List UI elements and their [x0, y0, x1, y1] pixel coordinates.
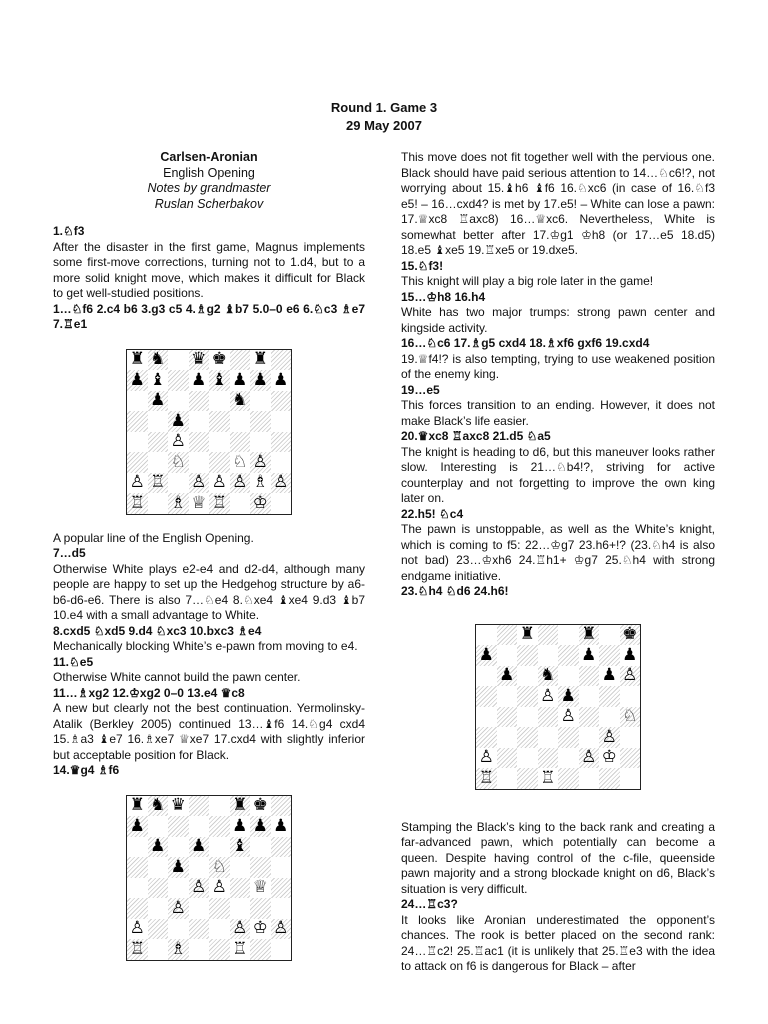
board-square [189, 898, 210, 919]
board-square [230, 857, 251, 878]
board-square: ♘ [620, 707, 641, 728]
board-square [476, 686, 497, 707]
board-square [209, 391, 230, 412]
board-square: ♞ [230, 391, 251, 412]
board-square: ♙ [209, 473, 230, 494]
board-square: ♟ [189, 370, 210, 391]
board-square [168, 350, 189, 371]
board-square: ♔ [250, 493, 271, 514]
board-square [271, 898, 292, 919]
board-square [168, 391, 189, 412]
chess-diagram-3 [401, 624, 715, 790]
board-square: ♖ [127, 493, 148, 514]
chessboard [126, 795, 292, 961]
comment: The knight is heading to d6, but this maneuver looks rather slow. Interesting is 21…♘b4!?, striving for active counterplay and not forgetting to improve the own king later on. [401, 444, 715, 505]
board-square [148, 816, 169, 837]
board-square [148, 493, 169, 514]
board-square: ♜ [127, 796, 148, 817]
board-square [599, 625, 620, 646]
chess-diagram-2 [53, 795, 365, 961]
board-square [209, 939, 230, 960]
comment: 19.♕f4!? is also tempting, trying to use weakened position of the enemy king. [401, 351, 715, 381]
board-square [517, 768, 538, 789]
board-square [209, 837, 230, 858]
board-square [209, 816, 230, 837]
left-column [53, 150, 365, 977]
board-square [497, 625, 518, 646]
board-square: ♖ [230, 939, 251, 960]
board-square [127, 837, 148, 858]
board-square [148, 878, 169, 899]
board-square [127, 857, 148, 878]
board-square: ♙ [271, 919, 292, 940]
board-square [148, 432, 169, 453]
comment: This forces transition to an ending. However, it does not make Black’s life easier. [401, 398, 715, 428]
board-square [579, 727, 600, 748]
board-square: ♟ [558, 686, 579, 707]
board-square [230, 350, 251, 371]
notes-line-1: Notes by grandmaster [147, 181, 271, 195]
board-square [168, 816, 189, 837]
comment: Otherwise White plays e2-e4 and d2-d4, although many people are happy to set up the Hedgehog structure by a6-b6-d6-e6. There is also 7…♘e4 8.♘xe4 ♝xe4 9.d3 ♝b7 10.e4 with a small advantage to White. [53, 561, 365, 622]
board-square: ♝ [148, 370, 169, 391]
board-square [620, 727, 641, 748]
board-square [538, 748, 559, 769]
board-square [579, 666, 600, 687]
board-square: ♟ [230, 816, 251, 837]
move-line: 20.♛xc8 ♖axc8 21.d5 ♘a5 [401, 429, 551, 443]
board-square: ♟ [189, 837, 210, 858]
board-square [250, 391, 271, 412]
round-title: Round 1. Game 3 [330, 100, 438, 115]
board-square [148, 857, 169, 878]
board-square [148, 452, 169, 473]
board-square [620, 748, 641, 769]
board-square [271, 432, 292, 453]
board-square [250, 837, 271, 858]
move-line: 1…♘f6 2.c4 b6 3.g3 c5 4.♗g2 ♝b7 5.0–0 e6 6.♘c3 ♗e7 7.♖e1 [53, 301, 365, 331]
board-square: ♙ [620, 666, 641, 687]
board-square [558, 625, 579, 646]
comment: Otherwise White cannot build the pawn center. [53, 670, 301, 684]
board-square: ♘ [230, 452, 251, 473]
board-square: ♖ [209, 493, 230, 514]
board-square [476, 727, 497, 748]
board-square: ♘ [209, 857, 230, 878]
board-square [189, 857, 210, 878]
board-square: ♟ [127, 816, 148, 837]
board-square: ♚ [209, 350, 230, 371]
board-square [230, 898, 251, 919]
move-line: 1.♘f3 [53, 224, 85, 238]
board-square [517, 707, 538, 728]
board-square [230, 878, 251, 899]
board-square [230, 411, 251, 432]
board-square: ♗ [250, 473, 271, 494]
board-square [127, 898, 148, 919]
move-line: 14.♛g4 ♗f6 [53, 763, 120, 777]
board-square [271, 391, 292, 412]
move-line: 23.♘h4 ♘d6 24.h6! [401, 584, 509, 598]
board-square: ♙ [538, 686, 559, 707]
board-square: ♙ [127, 473, 148, 494]
board-square [497, 686, 518, 707]
board-square [127, 452, 148, 473]
board-square [189, 391, 210, 412]
board-square [168, 878, 189, 899]
board-square: ♚ [620, 625, 641, 646]
board-square [599, 707, 620, 728]
board-square [189, 796, 210, 817]
board-square: ♛ [168, 796, 189, 817]
board-square [497, 748, 518, 769]
opening-name: English Opening [163, 165, 255, 180]
board-square [517, 666, 538, 687]
game-title-block [53, 150, 365, 212]
board-square [538, 707, 559, 728]
comment: After the disaster in the first game, Magnus implements some first-move corrections, turning not to 1.d4, but to a more solid knight move, which makes it difficult for Black to get well-studied positions. [53, 239, 365, 300]
board-square [271, 350, 292, 371]
board-square [497, 707, 518, 728]
board-square [189, 939, 210, 960]
board-square [558, 666, 579, 687]
board-square [579, 707, 600, 728]
board-square: ♟ [271, 370, 292, 391]
board-square: ♟ [599, 666, 620, 687]
board-square [209, 796, 230, 817]
board-square [230, 432, 251, 453]
board-square [579, 686, 600, 707]
board-square [250, 898, 271, 919]
comment: A new but clearly not the best continuation. Yermolinsky-Atalik (Berkley 2005) continued 13…♝f6 14.♘g4 cxd4 15.♗a3 ♝e7 16.♗xe7 ♕xe7 17.cxd4 with slightly inferior but acceptable position for Black. [53, 701, 365, 762]
chessboard [475, 624, 641, 790]
board-square: ♙ [271, 473, 292, 494]
board-square: ♞ [148, 350, 169, 371]
board-square: ♟ [620, 645, 641, 666]
board-square [476, 625, 497, 646]
board-square [189, 816, 210, 837]
board-square [209, 452, 230, 473]
board-square: ♖ [127, 939, 148, 960]
chessboard [126, 349, 292, 515]
board-square: ♙ [168, 432, 189, 453]
board-square: ♝ [209, 370, 230, 391]
board-square: ♕ [250, 878, 271, 899]
comment: This knight will play a big role later in the game! [401, 274, 654, 288]
board-square: ♙ [558, 707, 579, 728]
board-square: ♜ [250, 350, 271, 371]
board-square [127, 432, 148, 453]
comment: This move does not fit together well with the pervious one. Black should have paid serious attention to 14…♘c6!?, not worrying about 15.♝h6 ♝f6 16.♘xc6 (in case of 16.♘f3 e5! – 16…cxd4? is met by 17.e5! – White can lose a pawn: 17.♕xc8 ♖axc8) 16…♕xc6. Nevertheless, White is somewhat better after 17.♔g1 ♔h8 (or 17…e5 18.d5) 18.e5 ♝xe5 19.♖xe5 or 19.dxe5. [401, 150, 715, 257]
board-square [517, 645, 538, 666]
board-square: ♟ [148, 391, 169, 412]
comment: White has two major trumps: strong pawn center and kingside activity. [401, 305, 715, 335]
board-square [209, 432, 230, 453]
board-square [168, 837, 189, 858]
board-square [148, 919, 169, 940]
board-square: ♟ [148, 837, 169, 858]
board-square [189, 452, 210, 473]
comment: Mechanically blocking White’s e-pawn from moving to e4. [53, 639, 358, 653]
board-square [620, 768, 641, 789]
board-square: ♛ [189, 350, 210, 371]
board-square: ♙ [127, 919, 148, 940]
board-square [148, 411, 169, 432]
move-line: 11.♘e5 [53, 654, 94, 669]
board-square: ♜ [230, 796, 251, 817]
board-square [538, 645, 559, 666]
board-square: ♙ [189, 473, 210, 494]
board-square [209, 898, 230, 919]
board-square [271, 878, 292, 899]
board-square [168, 473, 189, 494]
board-square [168, 919, 189, 940]
board-square [189, 411, 210, 432]
board-square [148, 939, 169, 960]
board-square [209, 919, 230, 940]
board-square [127, 878, 148, 899]
board-square: ♘ [168, 452, 189, 473]
board-square: ♖ [476, 768, 497, 789]
board-square [271, 939, 292, 960]
board-square: ♔ [599, 748, 620, 769]
board-square [579, 768, 600, 789]
board-square [168, 370, 189, 391]
page-header [0, 99, 768, 135]
board-square [250, 411, 271, 432]
board-square [250, 857, 271, 878]
board-square [127, 391, 148, 412]
board-square [558, 748, 579, 769]
move-line: 11…♗xg2 12.♔xg2 0–0 13.e4 ♛c8 [53, 685, 245, 700]
chess-diagram-1 [53, 349, 365, 515]
board-square: ♙ [476, 748, 497, 769]
board-square: ♗ [168, 493, 189, 514]
board-square [599, 645, 620, 666]
board-square [497, 768, 518, 789]
board-square: ♟ [579, 645, 600, 666]
board-square [497, 645, 518, 666]
board-square: ♟ [230, 370, 251, 391]
board-square: ♙ [209, 878, 230, 899]
board-square: ♙ [230, 473, 251, 494]
board-square [271, 796, 292, 817]
board-square: ♙ [250, 452, 271, 473]
board-square: ♟ [271, 816, 292, 837]
comment: A popular line of the English Opening. [53, 530, 254, 545]
board-square [250, 939, 271, 960]
board-square: ♜ [517, 625, 538, 646]
board-square: ♙ [189, 878, 210, 899]
board-square: ♟ [250, 370, 271, 391]
notes-line-2: Ruslan Scherbakov [154, 196, 264, 211]
board-square: ♙ [599, 727, 620, 748]
board-square: ♟ [497, 666, 518, 687]
board-square [517, 727, 538, 748]
board-square [148, 898, 169, 919]
board-square [209, 411, 230, 432]
board-square [538, 727, 559, 748]
board-square: ♙ [230, 919, 251, 940]
board-square [517, 686, 538, 707]
game-date: 29 May 2007 [346, 118, 422, 133]
board-square [271, 857, 292, 878]
comment: The pawn is unstoppable, as well as the White’s knight, which is coming to f5: 22…♔g7 23.h6+!? (23.♘h4 is also not bad) 23…♔xh6 24.♖h1+ ♔g7 25.♘h4 with strong endgame initiative. [401, 522, 715, 583]
board-square [127, 411, 148, 432]
board-square: ♖ [538, 768, 559, 789]
players: Carlsen-Aronian [160, 150, 258, 164]
board-square: ♟ [250, 816, 271, 837]
board-square [558, 645, 579, 666]
board-square [558, 727, 579, 748]
board-square [538, 625, 559, 646]
board-square [250, 432, 271, 453]
board-square: ♚ [250, 796, 271, 817]
board-square [620, 686, 641, 707]
move-line: 15.♘f3! [401, 258, 444, 273]
move-line: 7…d5 [53, 546, 86, 560]
board-square [476, 707, 497, 728]
board-square [517, 748, 538, 769]
board-square [271, 452, 292, 473]
board-square: ♝ [230, 837, 251, 858]
board-square [476, 666, 497, 687]
board-square: ♕ [189, 493, 210, 514]
board-square [189, 432, 210, 453]
board-square [271, 411, 292, 432]
board-square: ♔ [250, 919, 271, 940]
board-square [599, 768, 620, 789]
move-line: 15…♔h8 16.h4 [401, 289, 486, 304]
board-square [599, 686, 620, 707]
board-square [271, 493, 292, 514]
board-square: ♜ [579, 625, 600, 646]
move-line: 8.cxd5 ♘xd5 9.d4 ♘xc3 10.bxc3 ♗e4 [53, 623, 262, 638]
board-square: ♖ [148, 473, 169, 494]
board-square [189, 919, 210, 940]
board-square: ♞ [148, 796, 169, 817]
comment: It looks like Aronian underestimated the opponent’s chances. The rook is better placed on the second rank: 24…♖c2! 25.♖ac1 (it is unlikely that 25.♖e3 with the idea to attack on f6 is dangerous for Black – after [401, 912, 715, 973]
board-square: ♟ [168, 411, 189, 432]
board-square: ♙ [579, 748, 600, 769]
board-square: ♟ [127, 370, 148, 391]
move-line: 22.h5! ♘c4 [401, 506, 464, 521]
board-square: ♙ [168, 898, 189, 919]
board-square [271, 837, 292, 858]
board-square: ♟ [168, 857, 189, 878]
board-square: ♞ [538, 666, 559, 687]
comment: Stamping the Black’s king to the back rank and creating a far-advanced pawn, which potentially can become a queen. Despite having control of the c-file, queenside pawn majority and a strong blockade knight on d6, Black’s situation is very difficult. [401, 819, 715, 896]
board-square [558, 768, 579, 789]
right-column [401, 150, 715, 975]
move-line: 24…♖c3? [401, 897, 458, 911]
move-line: 16…♘c6 17.♗g5 cxd4 18.♗xf6 gxf6 19.cxd4 [401, 336, 650, 350]
board-square: ♟ [476, 645, 497, 666]
move-line: 19…e5 [401, 382, 440, 397]
board-square [497, 727, 518, 748]
board-square [230, 493, 251, 514]
board-square: ♜ [127, 350, 148, 371]
board-square: ♗ [168, 939, 189, 960]
